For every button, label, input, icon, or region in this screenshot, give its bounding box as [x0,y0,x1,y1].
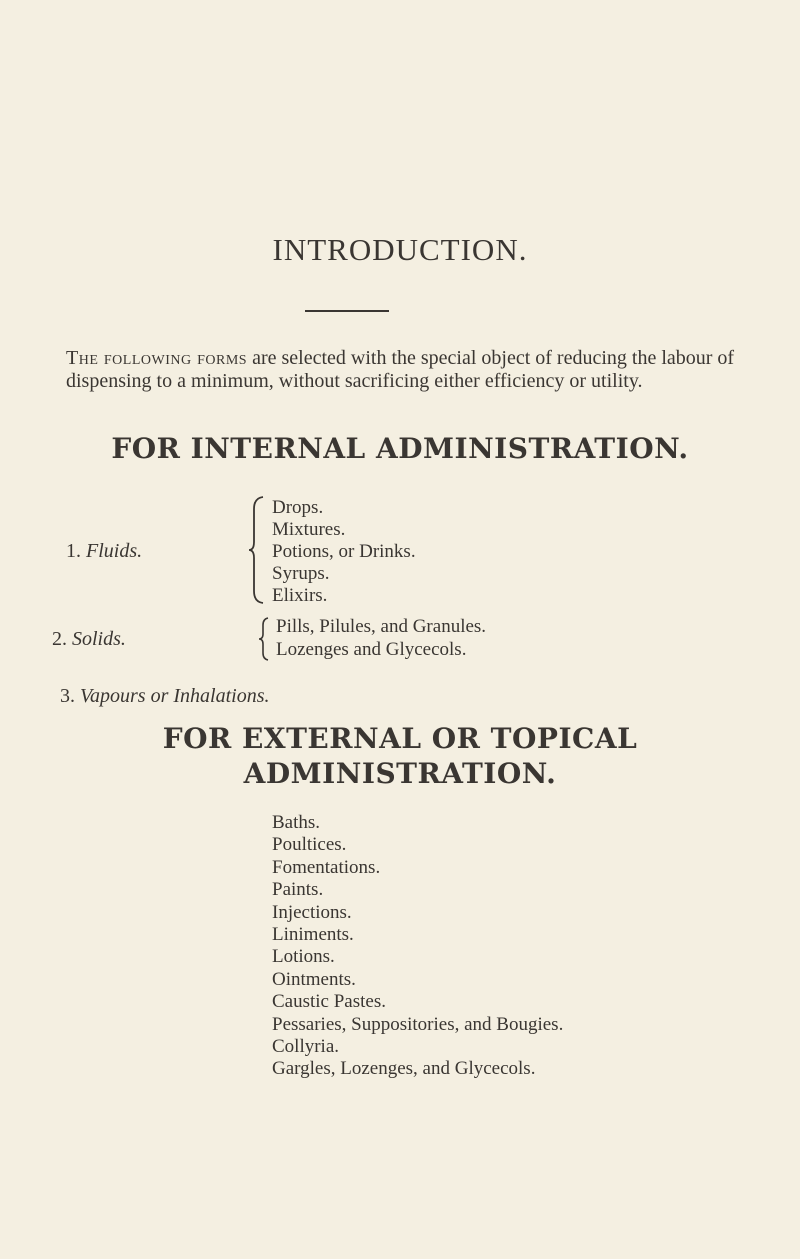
vapours-name: Vapours [80,685,146,707]
external-item: Liniments. [272,924,354,946]
external-item: Paints. [272,879,324,901]
vapours-number: 3. [60,685,75,707]
fluids-item: Mixtures. [272,519,346,540]
internal-heading: FOR INTERNAL ADMINISTRATION. [111,432,689,465]
solids-label [52,628,126,651]
vapours-connector: or [150,685,169,707]
external-item: Caustic Pastes. [272,991,386,1013]
fluids-item: Syrups. [272,563,330,584]
fluids-number: 1. [66,540,81,562]
external-item: Baths. [272,812,321,833]
external-item: Ointments. [272,968,356,990]
page-title: INTRODUCTION. [272,232,528,267]
fluids-name: Fluids. [86,540,143,562]
intro-lead: The following forms [66,347,248,369]
external-heading-line1: FOR EXTERNAL OR TOPICAL [162,722,638,755]
external-item: Collyria. [272,1036,340,1058]
intro-paragraph [66,347,756,393]
title-rule [305,310,389,312]
intro-text: are selected with the special object of reducing the labour of dispensing to a minimum, without sacrificing either efficiency or utility. [66,347,735,392]
fluids-brace [246,495,266,605]
external-item: Lotions. [272,946,335,968]
external-heading-line2: ADMINISTRATION. [243,757,557,790]
fluids-label [66,540,142,563]
external-item: Fomentations. [272,856,381,878]
external-item: Poultices. [272,834,347,856]
solids-name: Solids. [72,628,126,650]
external-forms-list [272,812,563,1081]
fluids-item: Drops. [272,497,324,518]
inhalations-name: Inhalations. [173,685,270,707]
solids-brace [256,616,272,662]
external-item: Injections. [272,901,352,923]
fluids-item: Potions, or Drinks. [272,541,416,562]
solids-item: Pills, Pilules, and Granules. [276,616,487,637]
external-item: Gargles, Lozenges, and Glycecols. [272,1058,536,1080]
fluids-item: Elixirs. [272,585,328,606]
solids-item: Lozenges and Glycecols. [276,639,467,660]
solids-number: 2. [52,628,67,650]
vapours-label [60,685,270,708]
external-item: Pessaries, Suppositories, and Bougies. [272,1013,564,1035]
